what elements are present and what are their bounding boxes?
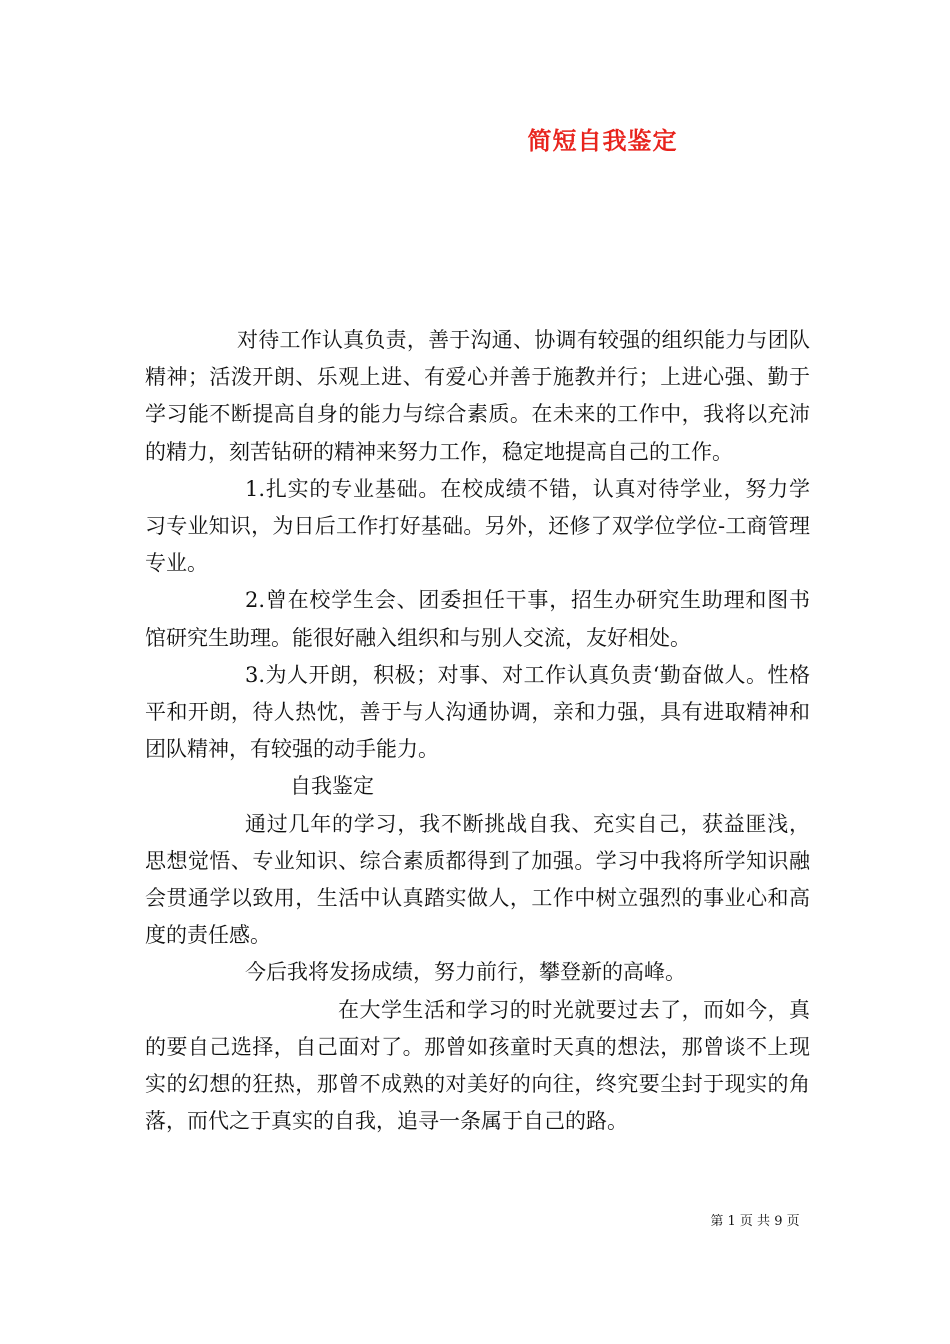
document-body xyxy=(145,322,810,1140)
page-number-footer: 第 1 页 共 9 页 xyxy=(710,1214,800,1229)
section-heading-self-assessment: 自我鉴定 xyxy=(290,774,374,799)
paragraph-intro: 对待工作认真负责，善于沟通、协调有较强的组织能力与团队精神；活泼开朗、乐观上进、有爱心并善于施教并行；上进心强、勤于学习能不断提高自身的能力与综合素质。在未来的工作中，我将以充沛的精力，刻苦钻研的精神来努力工作，稳定地提高自己的工作。 xyxy=(145,328,810,464)
paragraph-point-2: 2.曾在校学生会、团委担任干事，招生办研究生助理和图书馆研究生助理。能很好融入组织和与别人交流，友好相处。 xyxy=(145,588,810,650)
paragraph-point-3: 3.为人开朗，积极；对事、对工作认真负责‘勤奋做人。性格平和开朗，待人热忱，善于与人沟通协调，亲和力强，具有进取精神和团队精神，有较强的动手能力。 xyxy=(145,662,810,762)
paragraph-future-goal: 今后我将发扬成绩，努力前行，攀登新的高峰。 xyxy=(245,960,686,985)
paragraph-university-life: 在大学生活和学习的时光就要过去了，而如今，真的要自己选择，自己面对了。那曾如孩童时天真的想法，那曾谈不上现实的幻想的狂热，那曾不成熟的对美好的向往，终究要尘封于现实的角落，而代之于真实的自我，追寻一条属于自己的路。 xyxy=(145,997,810,1134)
paragraph-study-summary: 通过几年的学习，我不断挑战自我、充实自己，获益匪浅，思想觉悟、专业知识、综合素质都得到了加强。学习中我将所学知识融会贯通学以致用，生活中认真踏实做人，工作中树立强烈的事业心和高度的责任感。 xyxy=(145,811,810,948)
paragraph-point-1: 1.扎实的专业基础。在校成绩不错，认真对待学业，努力学习专业知识，为日后工作打好基础。另外，还修了双学位学位-工商管理专业。 xyxy=(145,476,810,576)
document-title: 简短自我鉴定 xyxy=(527,126,678,155)
